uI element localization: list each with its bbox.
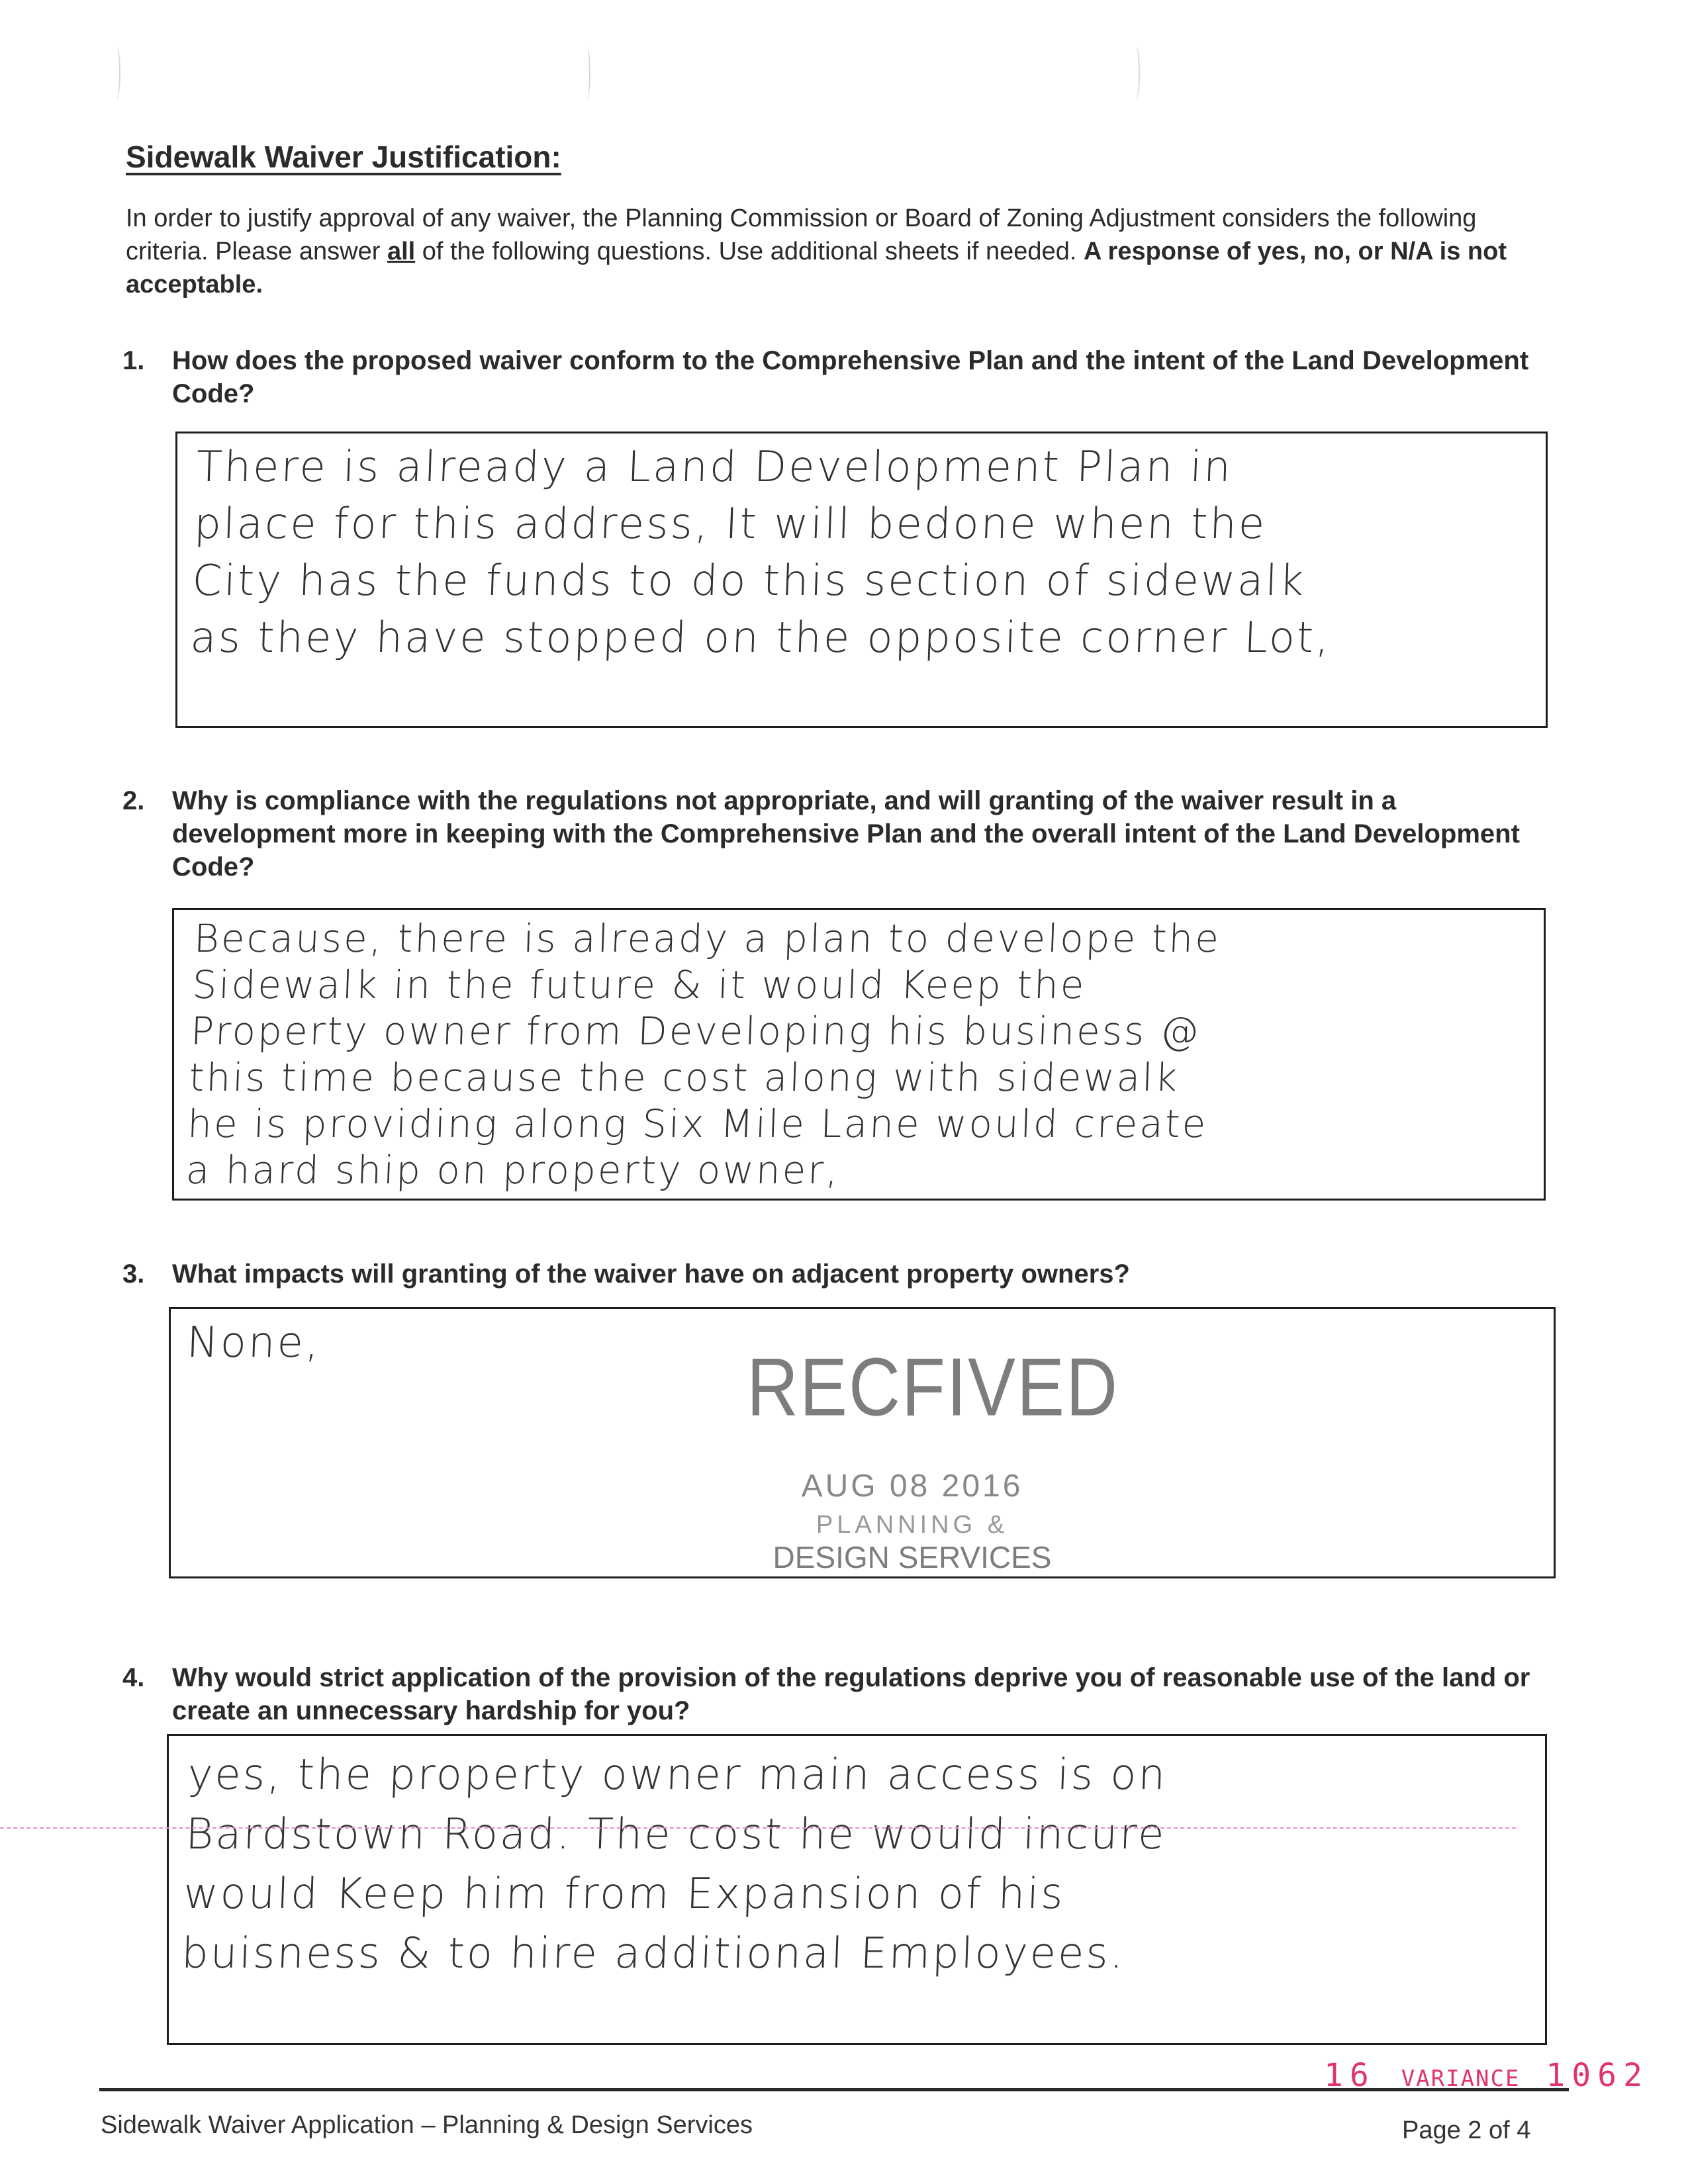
answer-field-2[interactable] [172, 908, 1546, 1201]
question-text: Why is compliance with the regulations not appropriate, and will granting of the waiver result in a development more in keeping with the Comprehensive Plan and the overall intent of the Land Development Code? [172, 786, 1520, 882]
question-text: What impacts will granting of the waiver have on adjacent property owners? [172, 1259, 1130, 1289]
answer-line: Property owner from Developing his business @ [190, 1009, 1201, 1054]
instructions [126, 202, 1549, 301]
answer-line: this time because the cost along with sidewalk [188, 1055, 1180, 1100]
answer-line: buisness & to hire additional Employees. [180, 1929, 1127, 1978]
question-4 [122, 1661, 1559, 1727]
scan-line-artifact [0, 1827, 1516, 1829]
handwritten-answer [173, 433, 1550, 672]
answer-field-4[interactable] [167, 1734, 1547, 2045]
answer-line: yes, the property owner main access is on [187, 1751, 1168, 1799]
question-1 [122, 344, 1559, 410]
received-stamp [747, 1340, 1119, 1575]
instructions-note: A response of yes, no, or N/A is not acceptable. [126, 238, 1507, 298]
answer-line: would Keep him from Expansion of his [183, 1870, 1066, 1919]
question-3 [122, 1257, 1559, 1291]
received-stamp-dept: PLANNING & [816, 1511, 1009, 1539]
case-prefix: 16 [1324, 2057, 1376, 2094]
handwritten-answer [164, 1736, 1549, 1989]
scan-artifact [583, 46, 590, 99]
question-text: How does the proposed waiver conform to the Comprehensive Plan and the intent of the Land Development Code? [172, 346, 1529, 408]
instructions-emphasis: all [387, 238, 416, 265]
case-type: VARIANCE [1401, 2066, 1521, 2092]
page-number: Page 2 of 4 [1402, 2116, 1531, 2144]
question-text: Why would strict application of the provision of the regulations deprive you of reasonable use of the land or create an unnecessary hardship for you? [172, 1663, 1530, 1725]
footer-title: Sidewalk Waiver Application – Planning & Design Services [101, 2111, 753, 2139]
answer-line: a hard ship on property owner, [185, 1148, 841, 1193]
footer-divider [99, 2088, 1569, 2091]
received-stamp-dept: DESIGN SERVICES [773, 1540, 1052, 1574]
case-number: 1062 [1546, 2057, 1649, 2094]
question-number: 1. [122, 346, 145, 375]
answer-line: he is providing along Six Mile Lane would create [187, 1101, 1209, 1146]
page-title: Sidewalk Waiver Justification: [126, 140, 561, 174]
answer-line: Because, there is already a plan to develope the [193, 916, 1222, 961]
instructions-text: In order to justify approval of any waiver, the Planning Commission or Board of Zoning Adjustment considers the following criteria. Please answer [126, 205, 1477, 265]
scan-artifact [113, 46, 120, 99]
answer-line: None, [185, 1318, 322, 1367]
question-number: 4. [122, 1663, 145, 1692]
instructions-text: of the following questions. Use additional sheets if needed. [415, 238, 1084, 265]
answer-line: There is already a Land Development Plan in [195, 443, 1234, 492]
question-number: 3. [122, 1259, 145, 1289]
answer-line: Bardstown Road. The cost he would incure [185, 1810, 1167, 1859]
question-number: 2. [122, 786, 145, 815]
answer-field-1[interactable] [175, 432, 1548, 728]
received-stamp-label: RECFIVED [747, 1340, 1119, 1433]
handwritten-answer [169, 910, 1548, 1199]
answer-line: place for this address, It will bedone when the [193, 500, 1268, 549]
question-2 [122, 784, 1559, 884]
received-stamp-date: AUG 08 2016 [801, 1469, 1023, 1504]
answer-line: as they have stopped on the opposite corner Lot, [189, 614, 1332, 662]
answer-field-3[interactable] [169, 1307, 1556, 1578]
answer-line: Sidewalk in the future & it would Keep the [191, 962, 1087, 1007]
answer-line: City has the funds to do this section of sidewalk [191, 557, 1307, 606]
scan-artifact [1132, 46, 1140, 99]
